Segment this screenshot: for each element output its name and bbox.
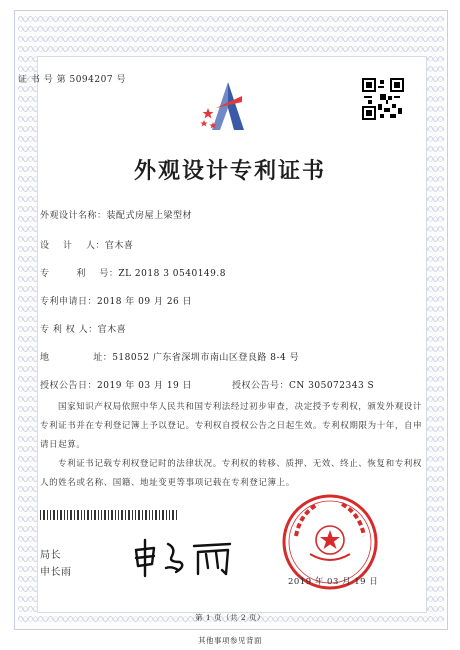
grant-statement: 国家知识产权局依照中华人民共和国专利法经过初步审查，决定授予专利权，颁发外观设计专利证书并在专利登记簿上予以登记。专利权自授权公告之日起生效。专利权期限为十年，自申请日起算。: [40, 402, 423, 450]
legal-status-statement: 专利证书记载专利权登记时的法律状况。专利权的转移、质押、无效、终止、恢复和专利权人的姓名或名称、国籍、地址变更等事项记载在专利登记簿上。: [40, 459, 423, 488]
patentee-value: 官木喜: [97, 325, 127, 335]
grant-date-label: 授权公告日：: [40, 381, 98, 391]
designer-label: 设 计 人：: [40, 241, 105, 251]
page-title: 外观设计专利证书: [133, 159, 326, 184]
grant-date-row: [40, 378, 192, 391]
director-title: 局长: [40, 550, 61, 561]
designer-value: 官木喜: [104, 241, 134, 251]
design-name-value: 装配式房屋上梁型材: [106, 211, 193, 221]
address-value: 518052 广东省深圳市南山区登良路 8-4 号: [112, 353, 300, 363]
cnipa-logo: [198, 78, 258, 138]
patent-number-row: [40, 266, 226, 279]
address-label: 地 址：: [40, 353, 113, 363]
filing-date-row: [40, 294, 192, 307]
patentee-label: 专 利 权 人：: [40, 325, 98, 335]
patent-number-value: ZL 2018 3 0540149.8: [118, 269, 226, 279]
grant-pub-number-label: 授权公告号：: [232, 381, 290, 391]
certificate-number: 证 书 号 第 5094207 号: [18, 75, 126, 85]
design-name-row: [40, 208, 192, 221]
page-indicator: 第 1 页（共 2 页）: [194, 613, 266, 622]
qr-code: [362, 78, 404, 120]
barcode: [40, 510, 180, 520]
patent-number-label: 专 利 号：: [40, 269, 119, 279]
grant-pub-number-row: [232, 378, 374, 391]
director-name: 申长雨: [40, 567, 72, 578]
patentee-row: [40, 322, 126, 335]
design-name-label: 外观设计名称：: [40, 211, 107, 221]
filing-date-label: 专利申请日：: [40, 297, 98, 307]
grant-date-value: 2019 年 03 月 19 日: [97, 381, 193, 391]
director-signature: [132, 538, 242, 578]
seal-date: 2019 年 03 月 19 日: [288, 577, 379, 587]
footer-note: 其他事项参见背面: [198, 636, 262, 645]
filing-date-value: 2018 年 09 月 26 日: [97, 297, 193, 307]
address-row: [40, 350, 299, 363]
designer-row: [40, 238, 133, 251]
grant-pub-number-value: CN 305072343 S: [289, 381, 375, 391]
